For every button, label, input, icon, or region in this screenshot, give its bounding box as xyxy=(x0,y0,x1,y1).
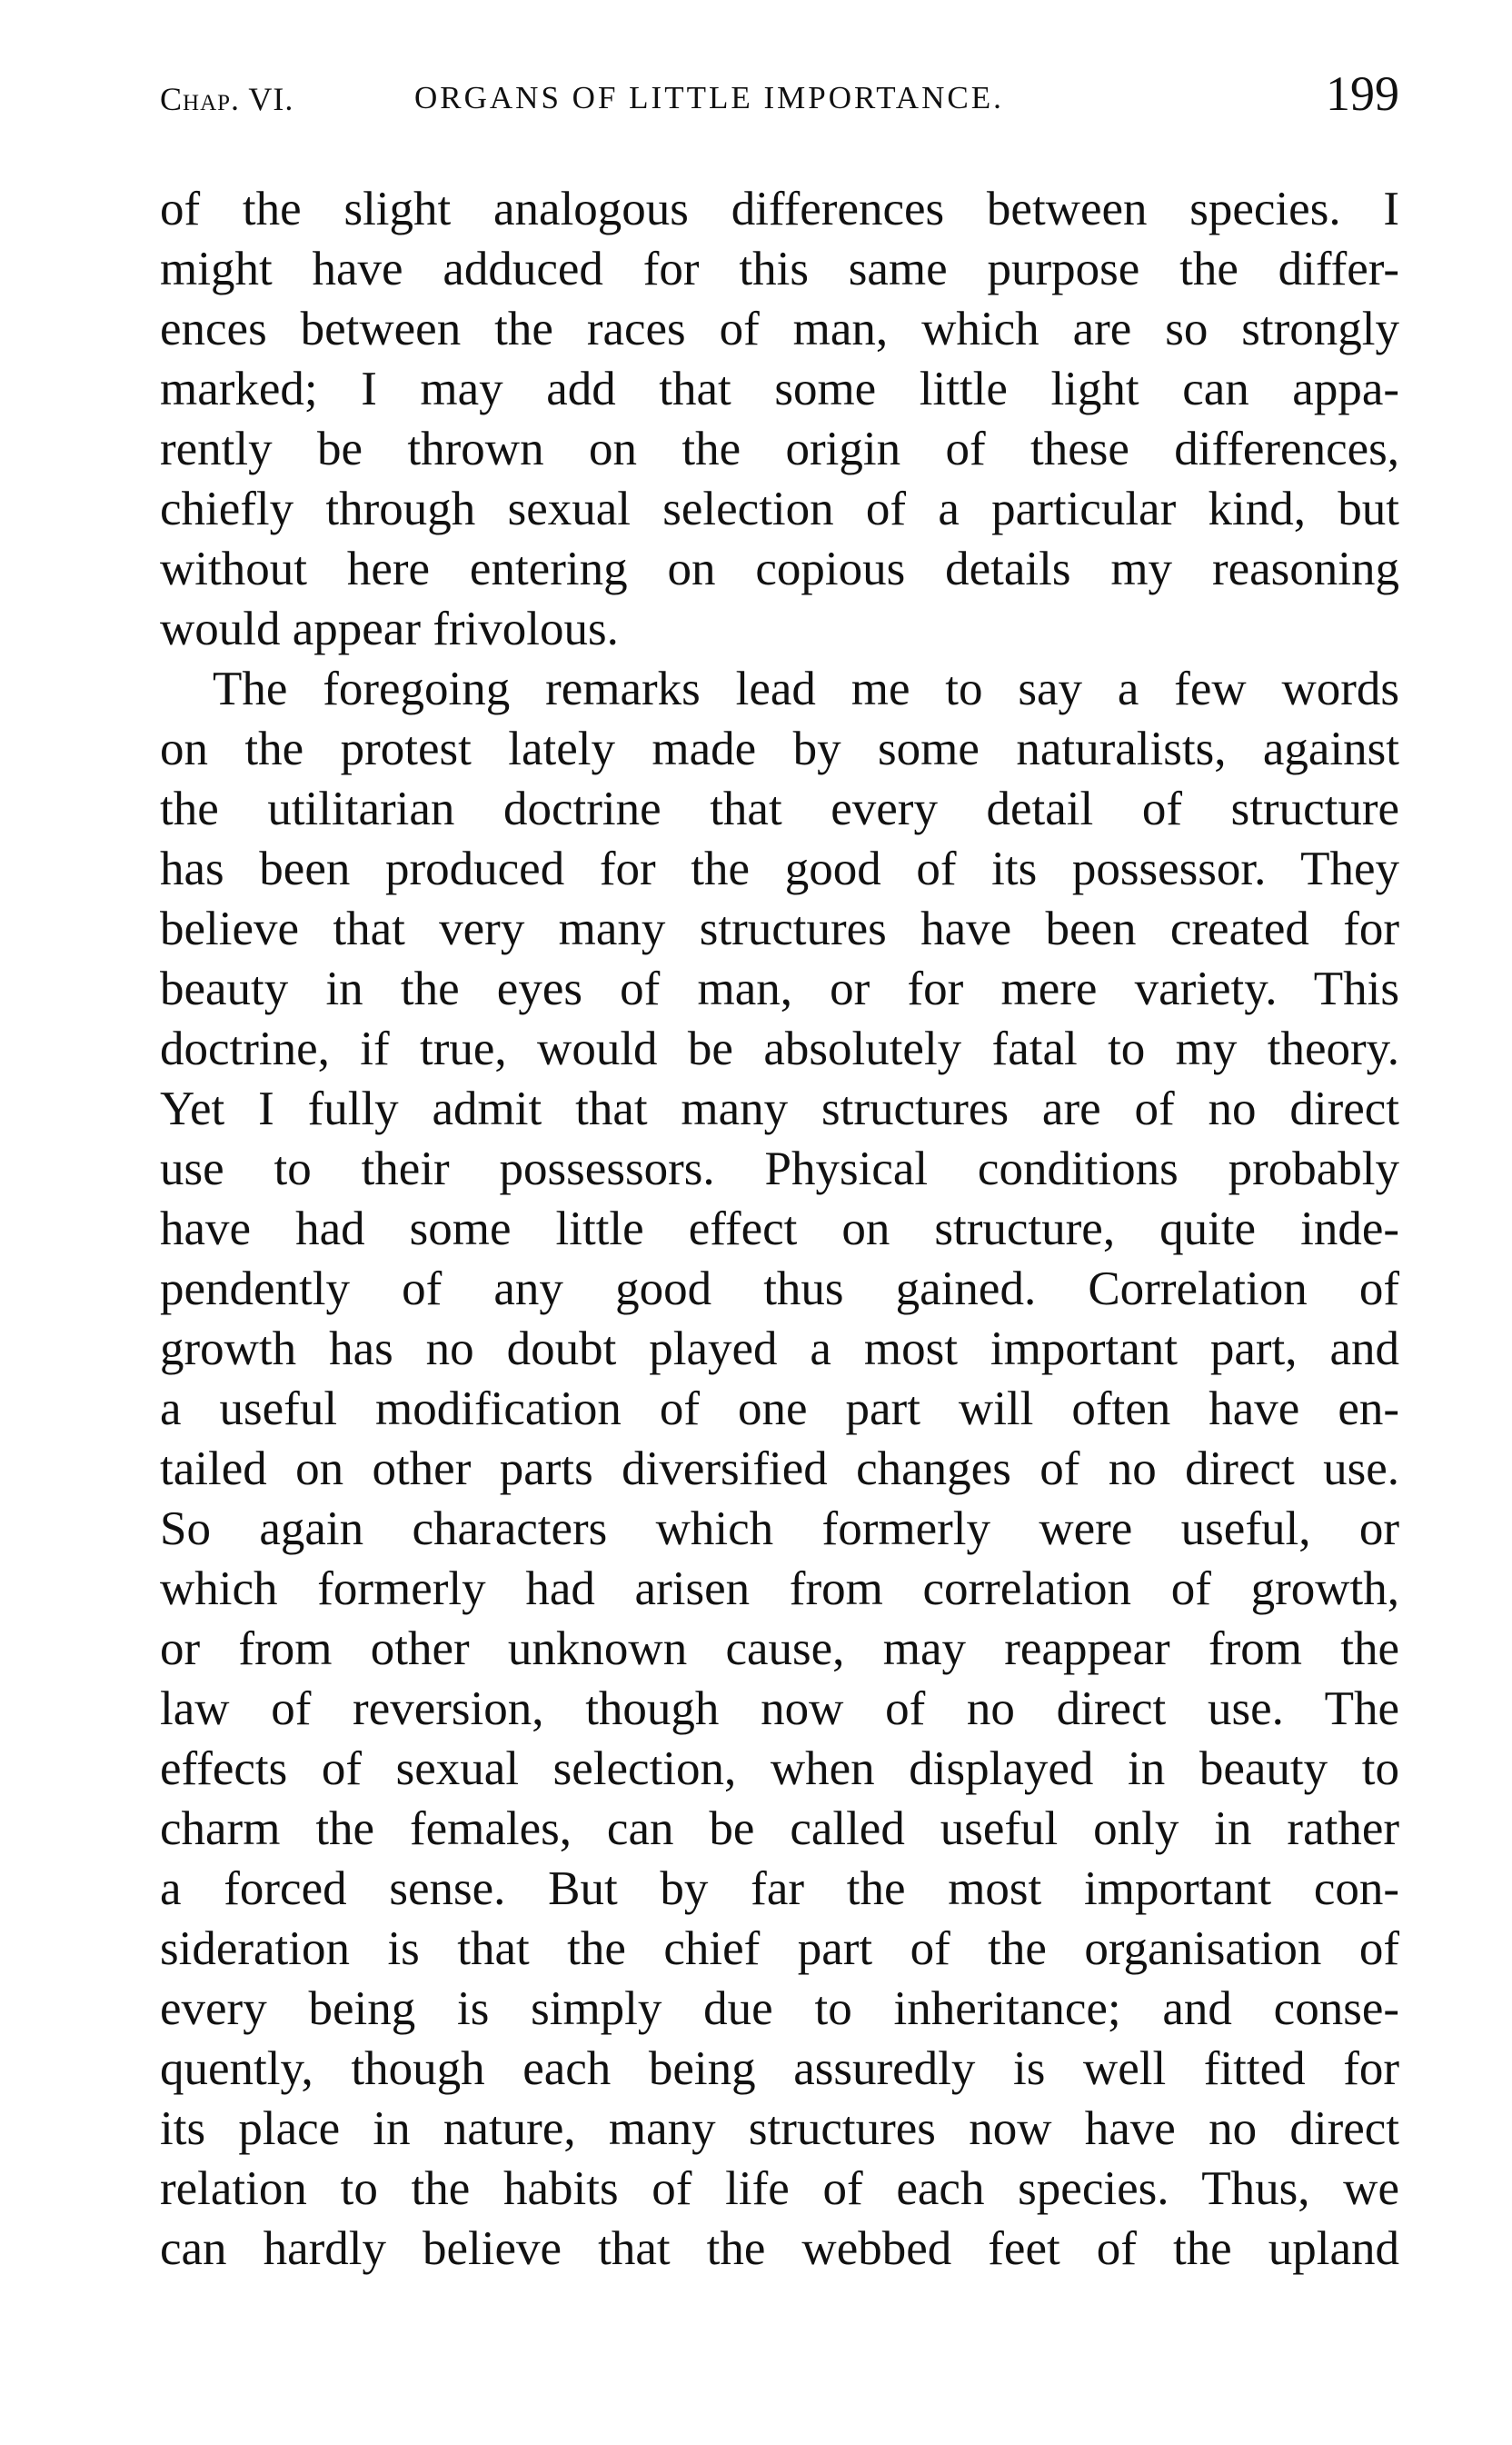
paragraph-start-line: The foregoing remarks lead me to say a few words xyxy=(213,663,1399,715)
text-line: Yet I fully admit that many structures are of no direct xyxy=(160,1083,1399,1135)
text-line: without here entering on copious details my reasoning xyxy=(160,543,1399,595)
running-title: ORGANS OF LITTLE IMPORTANCE. xyxy=(414,80,1004,115)
paragraph-end-line: would appear frivolous. xyxy=(160,603,619,655)
text-line: doctrine, if true, would be absolutely fatal to my theory. xyxy=(160,1023,1399,1075)
text-line: effects of sexual selection, when displayed in beauty to xyxy=(160,1742,1399,1795)
text-line: of the slight analogous differences between species. I xyxy=(160,183,1399,235)
text-line: tailed on other parts diversified changes of no direct use. xyxy=(160,1442,1399,1495)
body-text xyxy=(160,179,1399,2279)
text-line: has been produced for the good of its possessor. They xyxy=(160,843,1399,895)
text-line: its place in nature, many structures now have no direct xyxy=(160,2102,1399,2155)
text-line: a forced sense. But by far the most important con- xyxy=(160,1862,1399,1915)
text-line: have had some little effect on structure, quite inde- xyxy=(160,1203,1399,1255)
text-line: can hardly believe that the webbed feet of the upland xyxy=(160,2222,1399,2275)
text-line: which formerly had arisen from correlation of growth, xyxy=(160,1562,1399,1615)
text-line: sideration is that the chief part of the organisation of xyxy=(160,1922,1399,1975)
running-head xyxy=(160,65,1399,129)
text-line: rently be thrown on the origin of these differences, xyxy=(160,423,1399,475)
text-line: So again characters which formerly were useful, or xyxy=(160,1502,1399,1555)
text-line: the utilitarian doctrine that every detail of structure xyxy=(160,783,1399,835)
text-line: believe that very many structures have been created for xyxy=(160,903,1399,955)
text-line: marked; I may add that some little light can appa- xyxy=(160,363,1399,415)
page-number: 199 xyxy=(1326,66,1399,121)
text-line: relation to the habits of life of each species. Thus, we xyxy=(160,2162,1399,2215)
text-line: on the protest lately made by some naturalists, against xyxy=(160,723,1399,775)
text-line: beauty in the eyes of man, or for mere variety. This xyxy=(160,963,1399,1015)
text-line: might have adduced for this same purpose the differ- xyxy=(160,243,1399,295)
text-line: charm the females, can be called useful only in rather xyxy=(160,1802,1399,1855)
text-line: growth has no doubt played a most important part, and xyxy=(160,1322,1399,1375)
text-line: pendently of any good thus gained. Correlation of xyxy=(160,1262,1399,1315)
text-line: ences between the races of man, which are so strongly xyxy=(160,303,1399,355)
text-line: law of reversion, though now of no direct use. The xyxy=(160,1682,1399,1735)
text-line: a useful modification of one part will often have en- xyxy=(160,1382,1399,1435)
text-line: quently, though each being assuredly is well fitted for xyxy=(160,2042,1399,2095)
chapter-label: Chap. VI. xyxy=(160,81,294,117)
text-line: every being is simply due to inheritance; and conse- xyxy=(160,1982,1399,2035)
text-line: use to their possessors. Physical conditions probably xyxy=(160,1143,1399,1195)
text-line: chiefly through sexual selection of a particular kind, but xyxy=(160,483,1399,535)
text-line: or from other unknown cause, may reappear from the xyxy=(160,1622,1399,1675)
